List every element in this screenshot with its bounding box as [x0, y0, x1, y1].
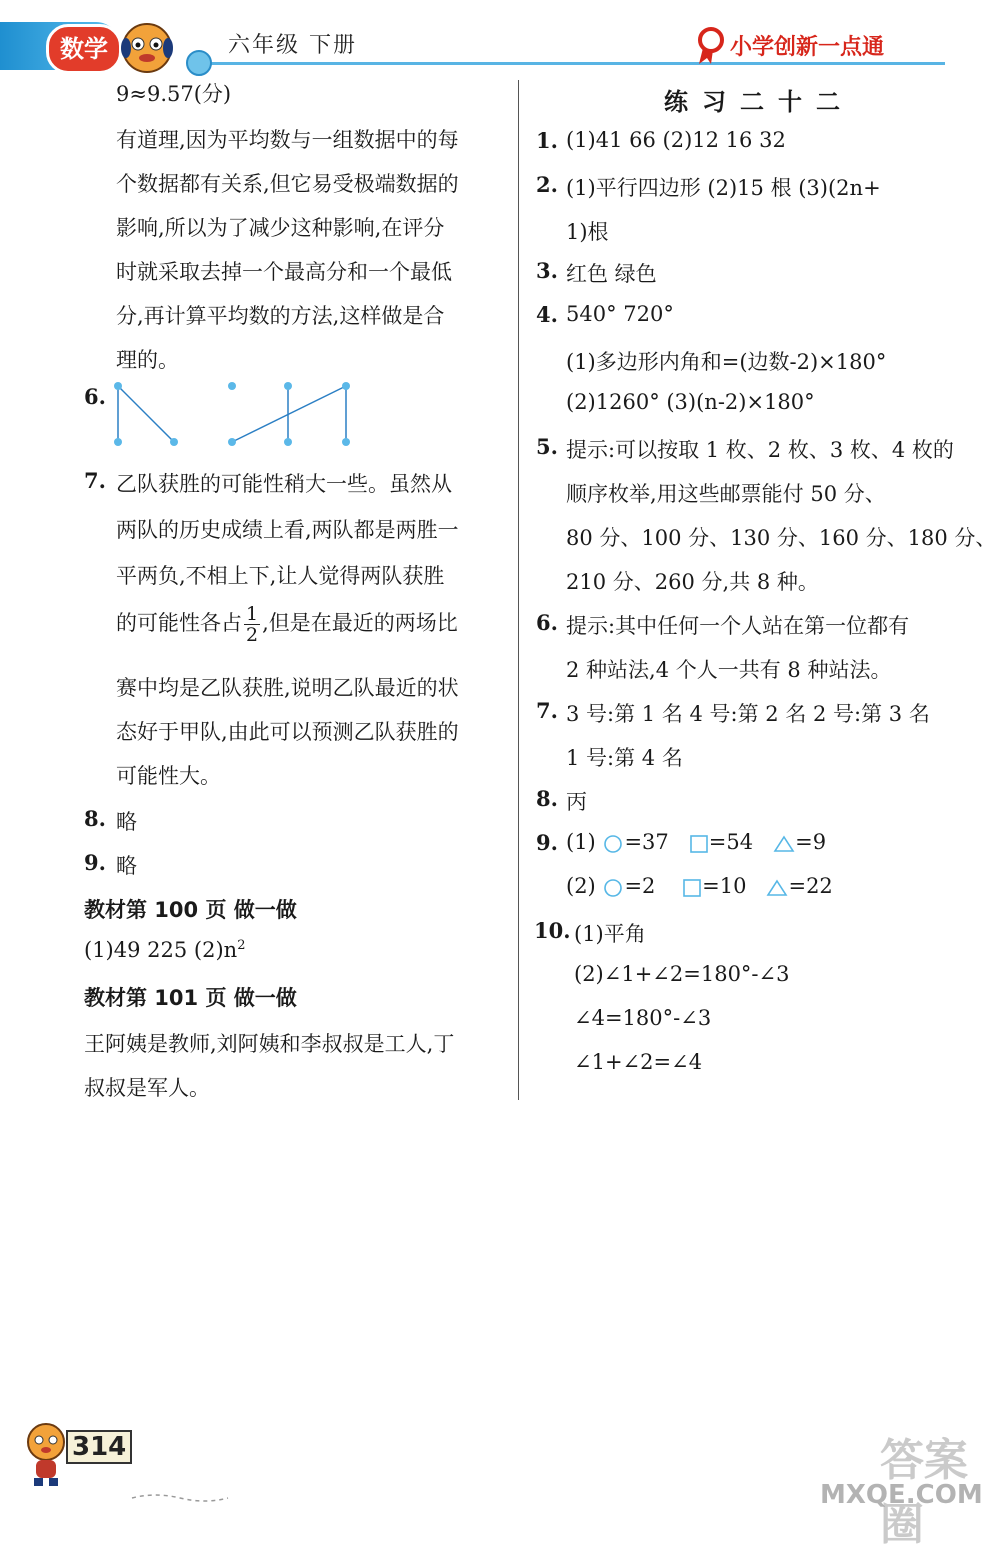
question-number: 4. [536, 302, 558, 327]
answer-line: 有道理,因为平均数与一组数据中的每 [116, 128, 459, 152]
answer-line: 分,再计算平均数的方法,这样做是合 [116, 304, 445, 328]
answer-line: 顺序枚举,用这些邮票能付 50 分、 [566, 482, 886, 506]
exponent: 2 [237, 938, 246, 953]
denominator: 2 [246, 624, 259, 646]
dot-line-figure [108, 378, 358, 450]
answer-line: 210 分、260 分,共 8 种。 [566, 570, 819, 594]
answer-line: (1)平角 [574, 922, 646, 946]
answer-line: 赛中均是乙队获胜,说明乙队最近的状 [116, 676, 459, 700]
answer-line: 平两负,不相上下,让人觉得两队获胜 [116, 564, 445, 588]
question-number: 2. [536, 172, 558, 197]
answer-line: 略 [116, 810, 137, 834]
question-number: 3. [536, 258, 558, 283]
text-segment: ,但是在最近的两场比 [262, 611, 458, 635]
ribbon-icon [693, 26, 729, 66]
text-segment: =54 [708, 830, 754, 854]
circle-icon [602, 879, 624, 897]
question-number: 6. [84, 384, 106, 409]
text-segment: (2) [566, 874, 596, 898]
header-dot [186, 50, 212, 76]
answer-line: 3 号:第 1 名 4 号:第 2 名 2 号:第 3 名 [566, 702, 930, 726]
column-divider [518, 80, 519, 1100]
question-number: 8. [536, 786, 558, 811]
answer-line: 80 分、100 分、130 分、160 分、180 分、 [566, 526, 997, 550]
header-rule [190, 62, 945, 65]
text-segment: =37 [624, 830, 669, 854]
answer-line: 红色 绿色 [566, 262, 657, 286]
square-icon [689, 835, 709, 853]
answer-line: 王阿姨是教师,刘阿姨和李叔叔是工人,丁 [84, 1032, 455, 1056]
answer-line: 个数据都有关系,但它易受极端数据的 [116, 172, 459, 196]
text-segment: =9 [795, 830, 827, 854]
answer-line: 理的。 [116, 348, 179, 372]
text-segment: =2 [624, 874, 656, 898]
question-number: 7. [84, 468, 106, 493]
brand-title: 小学创新一点通 [730, 35, 885, 60]
answer-line: 2 种站法,4 个人一共有 8 种站法。 [566, 658, 892, 682]
page-header [0, 0, 1000, 78]
answer-line: 1 号:第 4 名 [566, 746, 683, 770]
square-icon [682, 879, 702, 897]
text-segment: (1) [566, 830, 596, 854]
answer-line: ∠1+∠2=∠4 [574, 1050, 703, 1074]
answer-line: 9≈9.57(分) [116, 82, 232, 106]
answer-line [84, 938, 245, 962]
answer-line: 提示:其中任何一个人站在第一位都有 [566, 614, 910, 638]
text-segment: =10 [702, 874, 747, 898]
answer-line: 可能性大。 [116, 764, 221, 788]
mascot-icon [118, 18, 176, 76]
answer-line: (2)∠1+∠2=180°-∠3 [574, 962, 790, 986]
answer-line-fraction [116, 604, 458, 645]
question-number: 5. [536, 434, 558, 459]
question-number: 9. [84, 850, 106, 875]
answer-line: 影响,所以为了减少这种影响,在评分 [116, 216, 445, 240]
answer-line: 乙队获胜的可能性稍大一些。虽然从 [116, 472, 452, 496]
answer-line: 时就采取去掉一个最高分和一个最低 [116, 260, 452, 284]
triangle-icon [766, 879, 788, 897]
answer-line: 提示:可以按取 1 枚、2 枚、3 枚、4 枚的 [566, 438, 954, 462]
section-heading: 教材第 101 页 做一做 [84, 986, 297, 1010]
question-number: 9. [536, 830, 558, 855]
question-number: 7. [536, 698, 558, 723]
question-number: 1. [536, 128, 558, 153]
question-number: 10. [534, 918, 571, 943]
watermark-url: MXQE.COM [820, 1480, 983, 1510]
grade-label: 六年级 下册 [228, 33, 357, 58]
answer-line: (1)平行四边形 (2)15 根 (3)(2n+ [566, 176, 881, 200]
answer-line: 叔叔是军人。 [84, 1076, 210, 1100]
answer-line: 1)根 [566, 220, 609, 244]
answer-line: 态好于甲队,由此可以预测乙队获胜的 [116, 720, 459, 744]
question-number: 6. [536, 610, 558, 635]
answer-line: (1)多边形内角和=(边数-2)×180° [566, 350, 887, 374]
answer-line: 略 [116, 854, 137, 878]
numerator: 1 [246, 603, 259, 625]
fraction [244, 604, 260, 645]
answer-line: 两队的历史成绩上看,两队都是两胜一 [116, 518, 459, 542]
triangle-icon [773, 835, 795, 853]
footer-decoration [130, 1490, 230, 1504]
watermark-logo: 答案圈 [880, 1435, 968, 1550]
mascot-icon [22, 1420, 70, 1490]
answer-line: (1)41 66 (2)12 16 32 [566, 128, 786, 152]
answer-line: (2)1260° (3)(n-2)×180° [566, 390, 815, 414]
section-heading: 教材第 100 页 做一做 [84, 898, 297, 922]
section-title: 练习二十二 [664, 88, 854, 116]
answer-line-shapes [566, 830, 826, 854]
text-segment: 的可能性各占 [116, 611, 242, 635]
answer-line: 丙 [566, 790, 587, 814]
answer-line-shapes [566, 874, 833, 898]
question-number: 8. [84, 806, 106, 831]
circle-icon [602, 835, 624, 853]
page-number: 314 [66, 1430, 132, 1464]
answer-line: 540° 720° [566, 302, 674, 326]
text-segment: (1)49 225 (2)n [84, 938, 238, 962]
answer-line: ∠4=180°-∠3 [574, 1006, 712, 1030]
text-segment: =22 [788, 874, 833, 898]
subject-badge: 数学 [46, 24, 122, 74]
